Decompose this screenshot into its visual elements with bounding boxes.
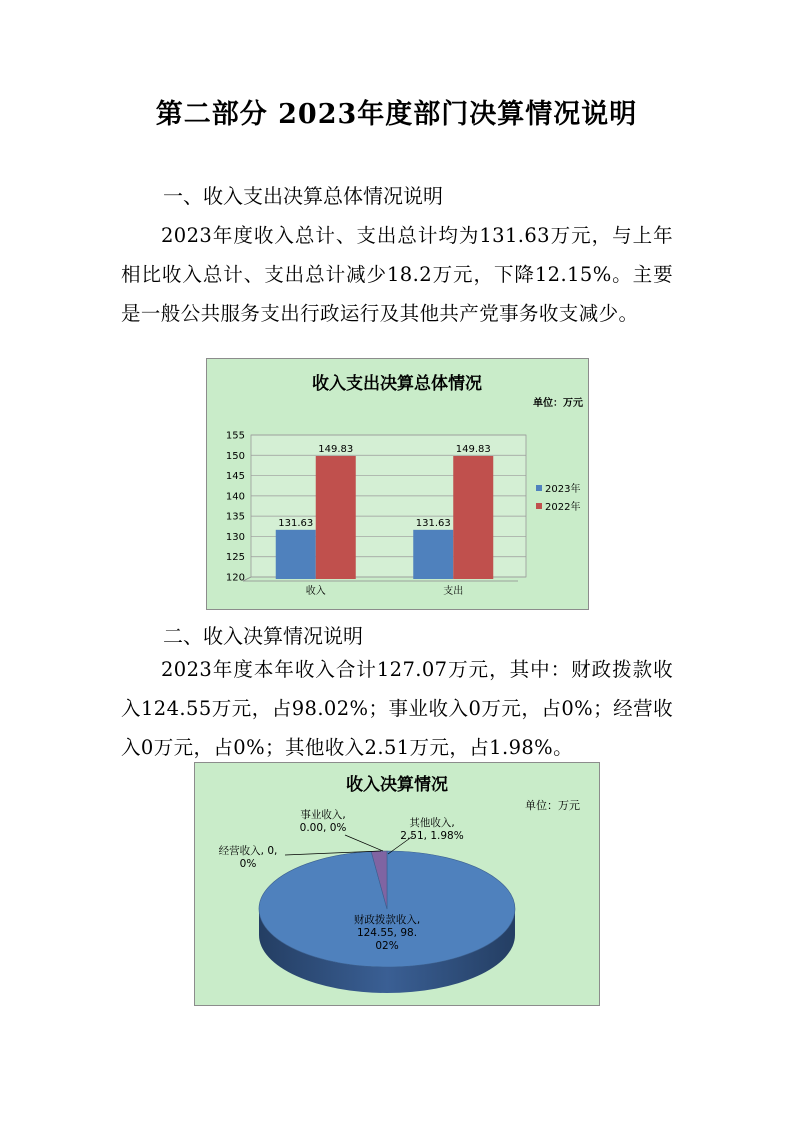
legend-label: 2023年	[545, 484, 581, 495]
slice-label-qita: 其他收入,	[409, 817, 455, 829]
data-label: 149.83	[318, 443, 354, 455]
slice-label-main: 124.55, 98.	[356, 927, 418, 939]
data-label: 131.63	[278, 517, 314, 529]
pie-chart-panel	[194, 762, 600, 1006]
y-tick-label: 150	[225, 450, 245, 462]
slice-label-shiye: 0.00, 0%	[299, 822, 347, 834]
slice-label-jingying: 0%	[239, 858, 257, 870]
pie-chart-unit: 单位：万元	[525, 799, 580, 812]
bar-2022年-支出	[453, 456, 493, 579]
data-label: 131.63	[415, 517, 451, 529]
data-label: 149.83	[455, 443, 491, 455]
y-tick-label: 125	[225, 552, 245, 564]
x-tick-label: 收入	[305, 586, 326, 597]
y-tick-label: 140	[225, 491, 245, 503]
slice-label-shiye: 事业收入,	[300, 809, 346, 821]
pie-chart	[195, 763, 599, 1005]
section-heading-income: 二、收入决算情况说明	[163, 624, 363, 648]
section-heading-overall: 一、收入支出决算总体情况说明	[163, 184, 443, 208]
pie-chart-title: 收入决算情况	[346, 775, 448, 795]
bar-2023年-支出	[413, 530, 453, 579]
bar-2023年-收入	[276, 530, 316, 579]
bar-chart-panel	[206, 358, 589, 610]
legend-swatch	[536, 485, 542, 491]
paragraph-overall: 2023年度收入总计、支出总计均为131.63万元，与上年相比收入总计、支出总计减少18.2万元，下降12.15%。主要是一般公共服务支出行政运行及其他共产党事务收支减少。	[121, 224, 673, 325]
legend-label: 2022年	[545, 502, 581, 513]
y-tick-label: 120	[225, 572, 245, 584]
slice-label-qita: 2.51, 1.98%	[400, 830, 464, 842]
bar-2022年-收入	[316, 456, 356, 579]
x-tick-label: 支出	[443, 586, 464, 597]
y-tick-label: 145	[225, 471, 245, 483]
slice-label-jingying: 经营收入, 0,	[218, 845, 278, 857]
leader-line	[345, 835, 383, 851]
y-tick-label: 135	[225, 511, 245, 523]
bar-chart-title: 收入支出决算总体情况	[312, 374, 482, 394]
slice-label-main: 02%	[375, 940, 399, 952]
legend-swatch	[536, 503, 542, 509]
page-title: 第二部分 2023年度部门决算情况说明	[155, 99, 638, 130]
y-tick-label: 130	[225, 531, 245, 543]
y-tick-label: 155	[225, 430, 245, 442]
slice-label-main: 财政拨款收入,	[353, 914, 421, 926]
bar-chart-unit: 单位：万元	[533, 398, 583, 409]
paragraph-income: 2023年度本年收入合计127.07万元，其中：财政拨款收入124.55万元，占98.02%；事业收入0万元，占0%；经营收入0万元，占0%；其他收入2.51万元，占1.98%。	[121, 658, 673, 759]
bar-chart	[207, 359, 588, 609]
